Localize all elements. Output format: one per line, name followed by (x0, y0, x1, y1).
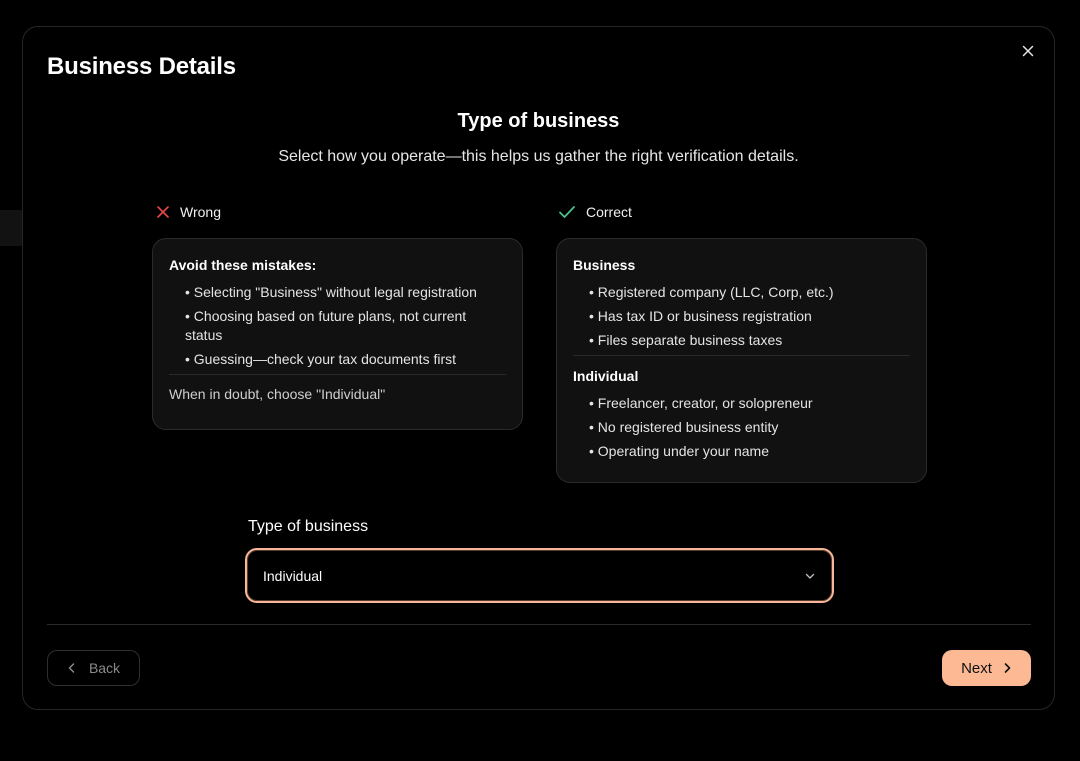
correct-label-text: Correct (586, 204, 632, 220)
business-list (573, 283, 910, 350)
card-divider (169, 374, 506, 375)
list-item: • Registered company (LLC, Corp, etc.) (589, 283, 910, 302)
list-item: • Guessing—check your tax documents first (185, 350, 506, 369)
chevron-down-icon (804, 570, 816, 582)
list-item: • No registered business entity (589, 418, 910, 437)
chevron-right-icon (1002, 662, 1012, 674)
wrong-card (152, 238, 523, 430)
mistakes-list (169, 283, 506, 369)
x-icon (156, 205, 170, 219)
individual-list (573, 394, 910, 461)
individual-title: Individual (573, 368, 639, 384)
back-button-label: Back (88, 660, 121, 676)
wrong-card-note: When in doubt, choose "Individual" (169, 386, 386, 402)
next-button[interactable] (942, 650, 1031, 686)
section-heading: Type of business (457, 110, 620, 132)
close-button[interactable] (1018, 41, 1038, 61)
section-subheading: Select how you operate—this helps us gather the right verification details. (278, 148, 799, 165)
select-value: Individual (263, 568, 323, 584)
card-divider (573, 355, 910, 356)
wrong-label (156, 204, 221, 220)
list-item: • Operating under your name (589, 442, 910, 461)
business-details-modal (22, 26, 1055, 710)
chevron-left-icon (67, 662, 77, 674)
back-button[interactable] (47, 650, 140, 686)
list-item: • Choosing based on future plans, not current status (185, 307, 506, 345)
close-icon (1022, 45, 1034, 57)
list-item: • Has tax ID or business registration (589, 307, 910, 326)
check-icon (558, 205, 576, 219)
modal-title: Business Details (47, 53, 236, 80)
business-type-select[interactable] (245, 548, 834, 603)
correct-label (558, 204, 632, 220)
footer-divider (47, 624, 1031, 625)
business-type-label: Type of business (248, 518, 369, 535)
list-item: • Files separate business taxes (589, 331, 910, 350)
business-title: Business (573, 257, 636, 273)
wrong-label-text: Wrong (180, 204, 221, 220)
correct-card (556, 238, 927, 483)
next-button-label: Next (961, 659, 992, 677)
wrong-card-title: Avoid these mistakes: (169, 257, 317, 273)
list-item: • Selecting "Business" without legal registration (185, 283, 506, 302)
list-item: • Freelancer, creator, or solopreneur (589, 394, 910, 413)
